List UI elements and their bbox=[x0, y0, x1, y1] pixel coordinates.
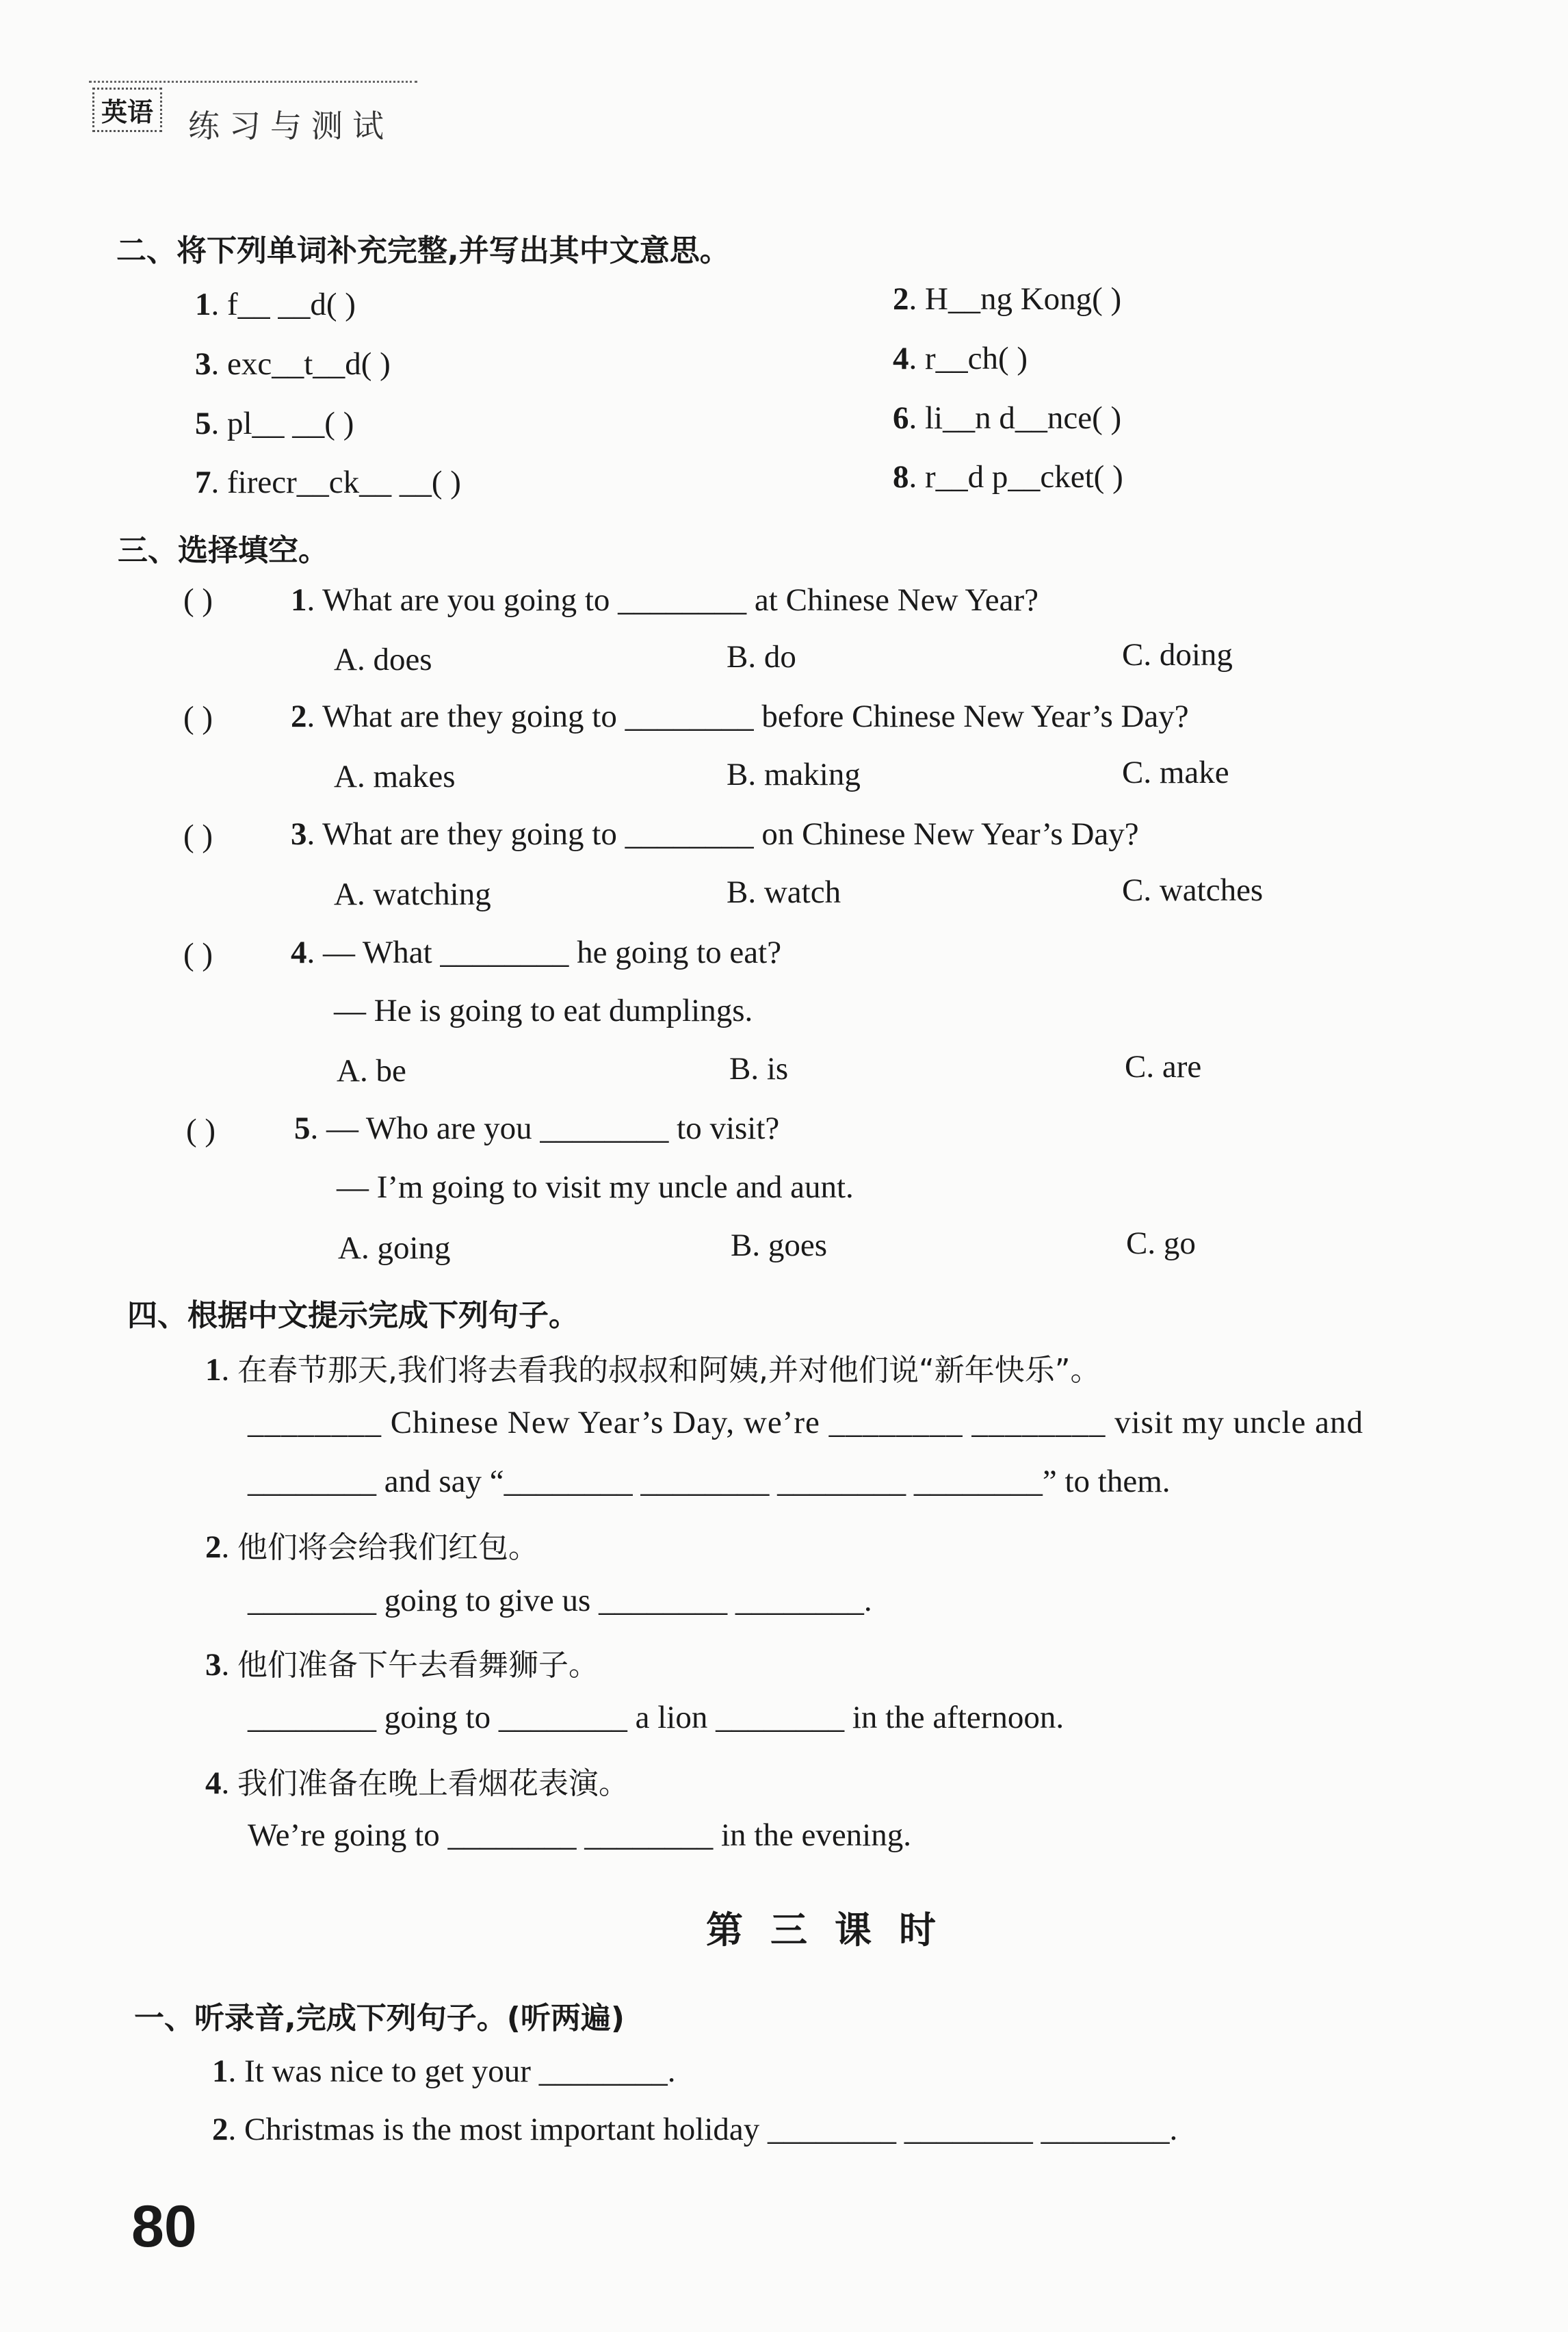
answer-paren[interactable]: ( ) bbox=[183, 937, 213, 972]
question-text: 1. What are you going to ________ at Chinese New Year? bbox=[291, 582, 1038, 618]
option-a: A. going bbox=[338, 1230, 451, 1266]
answer-paren[interactable]: ( ) bbox=[186, 1113, 216, 1148]
fill-line[interactable]: ________ going to give us ________ ________. bbox=[248, 1583, 872, 1618]
subject-badge: 英语 bbox=[92, 88, 162, 132]
option-c: C. doing bbox=[1122, 637, 1233, 673]
header-dotted-rule bbox=[89, 81, 417, 83]
listening-heading: 一、听录音,完成下列句子。(听两遍) bbox=[134, 2001, 625, 2036]
option-c: C. are bbox=[1125, 1049, 1202, 1085]
fill-line[interactable]: We’re going to ________ ________ in the evening. bbox=[248, 1817, 911, 1853]
word-item: 8. r__d p__cket( ) bbox=[893, 459, 1123, 495]
translation-item: 4. 我们准备在晚上看烟花表演。 bbox=[205, 1765, 629, 1801]
question-text: 5. — Who are you ________ to visit? bbox=[294, 1111, 780, 1146]
answer-paren[interactable]: ( ) bbox=[183, 818, 213, 854]
translation-item: 3. 他们准备下午去看舞狮子。 bbox=[205, 1647, 599, 1683]
section3-heading: 三、选择填空。 bbox=[118, 533, 328, 568]
option-b: B. is bbox=[729, 1051, 789, 1087]
option-c: C. make bbox=[1122, 755, 1229, 790]
option-b: B. making bbox=[727, 757, 861, 792]
option-c: C. go bbox=[1126, 1226, 1196, 1261]
word-item: 7. firecr__ck__ __( ) bbox=[195, 465, 461, 500]
question-text: 4. — What ________ he going to eat? bbox=[291, 935, 782, 970]
option-a: A. makes bbox=[334, 759, 456, 794]
option-a: A. be bbox=[337, 1053, 406, 1089]
word-item: 4. r__ch( ) bbox=[893, 341, 1028, 376]
listening-item[interactable]: 2. Christmas is the most important holiday ________ ________ ________. bbox=[212, 2112, 1178, 2147]
translation-item: 2. 他们将会给我们红包。 bbox=[205, 1529, 538, 1565]
question-text: 3. What are they going to ________ on Chinese New Year’s Day? bbox=[291, 816, 1139, 852]
dialogue-line: — He is going to eat dumplings. bbox=[334, 993, 753, 1028]
option-a: A. watching bbox=[334, 877, 491, 912]
word-item: 3. exc__t__d( ) bbox=[195, 346, 391, 382]
listening-item[interactable]: 1. It was nice to get your ________. bbox=[212, 2054, 676, 2089]
header-title: 练习与测试 bbox=[188, 107, 393, 144]
option-a: A. does bbox=[334, 642, 432, 677]
option-c: C. watches bbox=[1122, 872, 1264, 908]
translation-item: 1. 在春节那天,我们将去看我的叔叔和阿姨,并对他们说“新年快乐”。 bbox=[205, 1352, 1101, 1388]
lesson-title: 第三课时 bbox=[706, 1908, 963, 1952]
fill-line[interactable]: ________ Chinese New Year’s Day, we’re ________ ________ visit my uncle and bbox=[248, 1405, 1364, 1440]
word-item: 5. pl__ __( ) bbox=[195, 406, 354, 441]
question-text: 2. What are they going to ________ before Chinese New Year’s Day? bbox=[291, 699, 1189, 734]
word-item: 1. f__ __d( ) bbox=[195, 287, 356, 322]
answer-paren[interactable]: ( ) bbox=[183, 582, 213, 618]
section4-heading: 四、根据中文提示完成下列句子。 bbox=[127, 1298, 579, 1333]
word-item: 2. H__ng Kong( ) bbox=[893, 281, 1122, 317]
page-number: 80 bbox=[131, 2194, 197, 2259]
fill-line[interactable]: ________ and say “________ ________ ________ ________” to them. bbox=[248, 1464, 1171, 1499]
option-b: B. do bbox=[727, 639, 796, 675]
option-b: B. watch bbox=[727, 875, 841, 910]
answer-paren[interactable]: ( ) bbox=[183, 700, 213, 736]
section2-heading: 二、将下列单词补充完整,并写出其中文意思。 bbox=[116, 233, 730, 268]
fill-line[interactable]: ________ going to ________ a lion ________ in the afternoon. bbox=[248, 1700, 1064, 1735]
dialogue-line: — I’m going to visit my uncle and aunt. bbox=[337, 1169, 854, 1205]
word-item: 6. li__n d__nce( ) bbox=[893, 400, 1122, 436]
option-b: B. goes bbox=[731, 1228, 827, 1263]
